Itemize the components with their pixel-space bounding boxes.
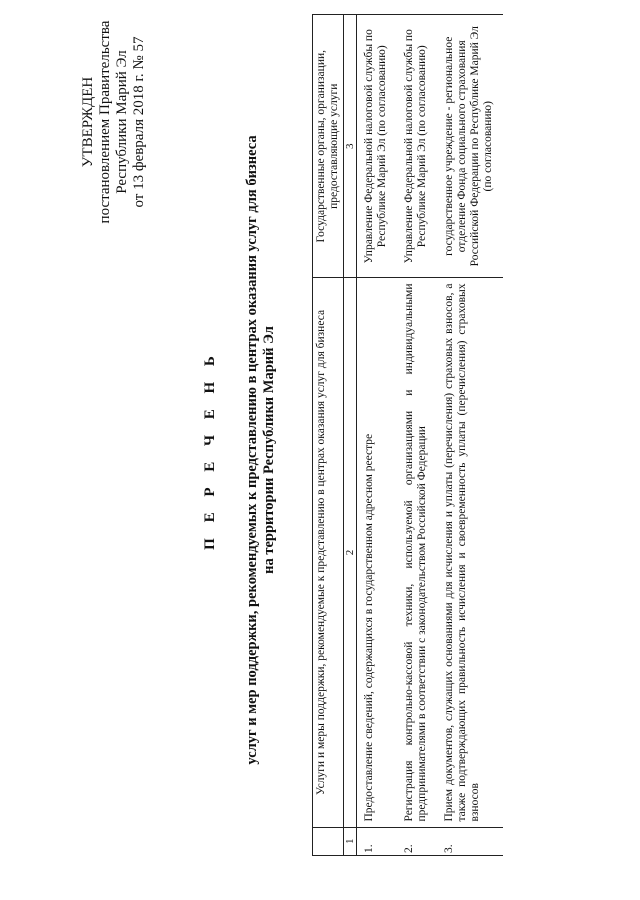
row-service: Прием документов, служащих основаниями для исчисления и уплаты (перечисления) страховых взносов, а также подтверждающих правильность исчисления и своевременность уплаты (перечисления) страховых взносов bbox=[437, 278, 503, 827]
row-number: 1. bbox=[357, 827, 398, 855]
document-subtitle bbox=[244, 90, 278, 810]
column-number: 3 bbox=[344, 15, 357, 279]
row-number: 2. bbox=[397, 827, 437, 855]
row-service: Регистрация контрольно-кассовой техники, используемой организациями и индивидуальными предпринимателями в соответствии с законодательством Российской Федерации bbox=[397, 278, 437, 827]
header-cell-org: Государственные органы, организации, предоставляющие услуги bbox=[313, 15, 344, 279]
row-number: 3. bbox=[437, 827, 503, 855]
approval-line-4: от 13 февраля 2018 г. № 57 bbox=[131, 36, 147, 208]
approval-line-3: Республики Марий Эл bbox=[114, 50, 130, 194]
header-cell-service: Услуги и меры поддержки, рекомендуемые к представлению в центрах оказания услуг для бизнеса bbox=[313, 278, 344, 827]
table-header-row bbox=[313, 15, 344, 856]
document-title: П Е Р Е Ч Е Н Ь bbox=[202, 350, 218, 550]
column-number-row bbox=[344, 15, 357, 856]
column-number: 1 bbox=[344, 827, 357, 855]
table-row bbox=[357, 15, 398, 856]
approval-stamp bbox=[80, 12, 148, 232]
table-row bbox=[397, 15, 437, 856]
row-organization: Управление Федеральной налоговой службы по Республике Марий Эл (по согласованию) bbox=[357, 15, 398, 279]
approval-line-1: УТВЕРЖДЕН bbox=[80, 76, 96, 168]
approval-line-2: постановлением Правительства bbox=[97, 20, 113, 224]
table-row bbox=[437, 15, 503, 856]
services-table bbox=[312, 14, 503, 856]
row-organization: Управление Федеральной налоговой службы по Республике Марий Эл (по согласованию) bbox=[397, 15, 437, 279]
header-cell-num bbox=[313, 827, 344, 855]
row-organization: государственное учреждение - региональное отделение Фонда социального страхования Российской Федерации по Республике Марий Эл (по согласованию) bbox=[437, 15, 503, 279]
subtitle-line-1: услуг и мер поддержки, рекомендуемых к представлению в центрах оказания услуг для бизнеса bbox=[244, 135, 260, 765]
row-service: Предоставление сведений, содержащихся в государственном адресном реестре bbox=[357, 278, 398, 827]
column-number: 2 bbox=[344, 278, 357, 827]
subtitle-line-2: на территории Республики Марий Эл bbox=[261, 326, 277, 574]
